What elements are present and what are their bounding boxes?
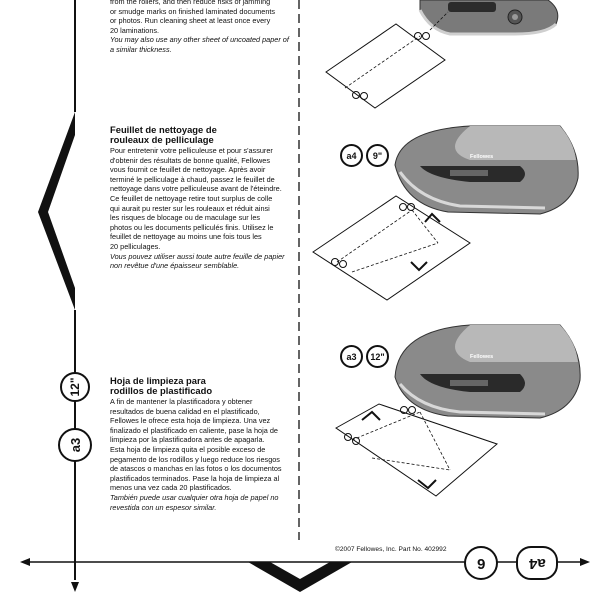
english-line: 20 laminations. xyxy=(110,25,160,35)
english-line: or smudge marks on finished laminated documents xyxy=(110,6,276,16)
french-title-line: rouleaux de pelliculage xyxy=(110,134,214,145)
spanish-line: limpieza por la plastificadora antes de apagarla. xyxy=(110,435,265,445)
badge-12-inch: 12" xyxy=(366,345,389,368)
laminator-top xyxy=(420,0,558,34)
badge-9-inch: 9" xyxy=(366,144,389,167)
copyright-text: ©2007 Fellowes, Inc. Part No. 402992 xyxy=(335,546,447,553)
french-note-line: non revêtue d'une épaisseur semblable. xyxy=(110,261,240,271)
french-line: Ce feuillet de nettoyage retire tout surplus de colle xyxy=(110,193,273,203)
spanish-line: plastificados terminados. Pase la hoja de limpieza al xyxy=(110,473,280,483)
french-note-line: Vous pouvez utiliser aussi toute autre feuille de papier xyxy=(110,251,285,261)
left-rule-arrow xyxy=(71,582,79,592)
french-line: terminé le pelliculage à chaud, passez le feuillet de xyxy=(110,174,275,184)
fold-chevron-bottom xyxy=(248,562,352,592)
english-note-line: a similar thickness. xyxy=(110,44,172,54)
spanish-line: pegamento de los rodillos y luego reduce los riesgos xyxy=(110,454,280,464)
spanish-line: Fellowes le ofrece esta hoja de limpieza. Una vez xyxy=(110,416,271,426)
french-title xyxy=(110,125,290,145)
spanish-line: A fin de mantener la plastificadora y obtener xyxy=(110,397,253,406)
french-line: nettoyage dans votre pelliculeuse avant de l'éteindre. xyxy=(110,184,282,194)
french-section xyxy=(110,125,290,271)
laminator-brand-a3: Fellowes xyxy=(470,354,494,360)
cleaning-sheet-a3 xyxy=(336,404,497,496)
french-line: Pour entretenir votre pelliculeuse et pour s'assurer xyxy=(110,146,273,155)
bottom-arrow-right xyxy=(580,558,590,566)
spanish-title xyxy=(110,376,290,396)
laminator-brand-a4: Fellowes xyxy=(470,154,494,160)
spanish-line: Esta hoja de limpieza quita el posible exceso de xyxy=(110,444,266,454)
spanish-title-line: rodillos de plastificado xyxy=(110,385,213,396)
page-number-badge: 6 xyxy=(464,546,498,580)
spanish-title-line: Hoja de limpieza para xyxy=(110,375,206,386)
side-badge-12-inch: 12" xyxy=(60,372,90,402)
french-line: photos ou les documents pelliculés finis. Utilisez le xyxy=(110,222,274,232)
french-line: vous fournit ce feuillet de nettoyage. Après avoir xyxy=(110,165,266,175)
laminator-a4 xyxy=(395,126,578,214)
spanish-section xyxy=(110,376,290,512)
english-line: or photos. Run cleaning sheet at least once every xyxy=(110,16,271,26)
bottom-arrow-left xyxy=(20,558,30,566)
spanish-line: resultados de buena calidad en el plastificado, xyxy=(110,406,260,416)
laminator-a3 xyxy=(395,325,580,418)
spanish-note-line: revestida con un espesor similar. xyxy=(110,502,217,512)
spanish-line: menos una vez cada 20 plastificados. xyxy=(110,483,232,493)
spanish-line: de atascos o manchas en las fotos o los documentos xyxy=(110,464,282,474)
fold-chevron-left xyxy=(38,112,75,310)
french-title-line: Feuillet de nettoyage de xyxy=(110,124,217,135)
french-line: feuillet de nettoyage au moins une fois tous les xyxy=(110,232,262,242)
side-badge-a3: a3 xyxy=(58,428,92,462)
french-line: 20 pelliculages. xyxy=(110,241,161,251)
english-note-line: You may also use any other sheet of uncoated paper of xyxy=(110,35,289,45)
badge-a3: a3 xyxy=(340,345,363,368)
english-section xyxy=(110,0,290,55)
french-line: les risques de blocage ou de maculage sur les xyxy=(110,213,261,223)
french-line: d'obtenir des résultats de bonne qualité, Fellowes xyxy=(110,155,270,165)
badge-a4: a4 xyxy=(340,144,363,167)
spanish-line: finalizado el plastificado en caliente, pase la hoja de xyxy=(110,425,278,435)
english-line: from the rollers, and then reduce risks of jamming xyxy=(110,0,271,6)
spanish-note-line: También puede usar cualquier otra hoja de papel no xyxy=(110,492,279,502)
footer-badge-a4: a4 xyxy=(516,546,558,580)
french-line: qui aurait pu rester sur les rouleaux et réduit ainsi xyxy=(110,203,270,213)
cleaning-sheet-top xyxy=(326,12,448,108)
